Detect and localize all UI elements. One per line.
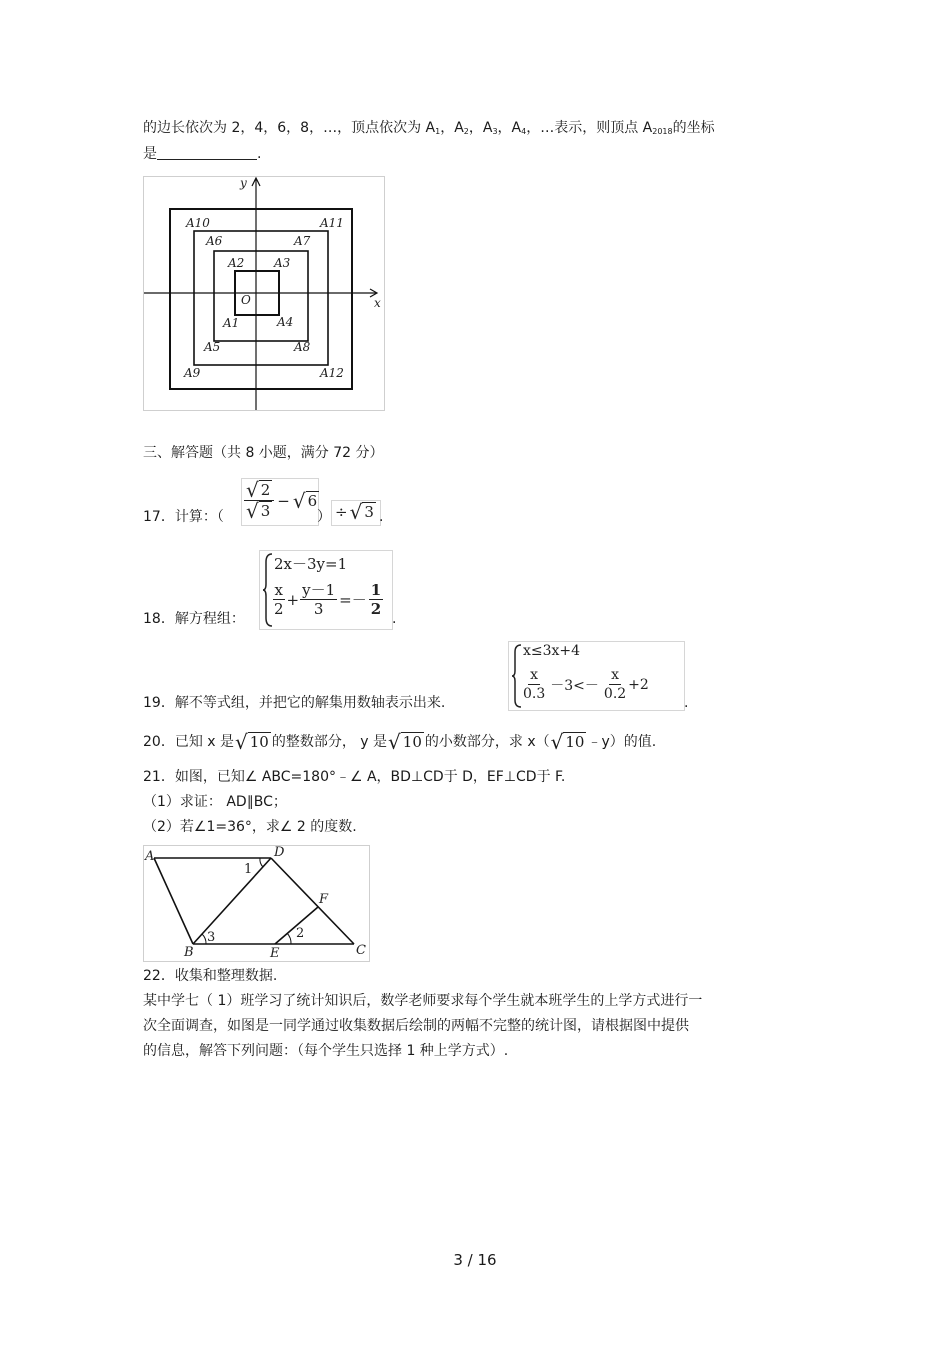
point-f-label: F [319, 892, 329, 907]
y-axis-label: y [240, 177, 247, 190]
label-a2: A2 [228, 256, 245, 270]
q17-fraction [244, 480, 274, 521]
angle-2-arc [287, 933, 291, 944]
origin-label: O [241, 293, 251, 307]
q20-line [143, 732, 656, 752]
point-e-label: E [270, 946, 280, 961]
angle-3-arc [202, 934, 206, 944]
q16-line1 [143, 118, 715, 142]
q16-line2 [143, 144, 261, 164]
point-c-label: C [356, 943, 366, 958]
q17-expr [244, 480, 319, 521]
sub: 3 [492, 127, 498, 136]
q18-system-box [259, 550, 393, 630]
q18-rhs-pre: =－ [339, 591, 367, 609]
square-4 [170, 209, 352, 389]
q16-text-post: ，…表示，则顶点 A [526, 120, 653, 136]
q17-denominator: √ 3 [246, 499, 271, 523]
q19-end: . [684, 695, 689, 711]
segment-bd [193, 858, 271, 944]
q18-end: . [392, 611, 397, 627]
label-a4: A4 [277, 315, 294, 329]
label-a3: A3 [274, 256, 291, 270]
q21-line-2: （1）求证： AD∥BC； [143, 794, 287, 810]
q18-label: 18．解方程组： [143, 611, 245, 627]
q20-sqrt-1: √ 10 [235, 730, 269, 754]
q22-line-3: 次全面调查，如图是一同学通过收集数据后绘制的两幅不完整的统计图，请根据图中提供 [143, 1018, 689, 1034]
q16-line2-pre: 是 [143, 146, 157, 162]
point-d-label: D [274, 846, 285, 860]
q19-f2-den: 0.2 [603, 686, 627, 702]
minus-sign: − [277, 491, 290, 510]
q19-frac-2 [602, 666, 628, 703]
q17-expr-box [241, 478, 319, 526]
q21-line-1: 21．如图，已知∠ ABC=180°﹣∠ A，BD⊥CD于 D，EF⊥CD于 F. [143, 769, 566, 785]
label-a8: A8 [294, 340, 311, 354]
x-axis-label: x [374, 296, 381, 310]
point-b-label: B [184, 945, 194, 960]
q20-part-1: 20．已知 x 是 [143, 734, 234, 750]
label-a9: A9 [184, 366, 201, 380]
q20-part-2: 的整数部分， y 是 [271, 734, 388, 750]
q16-line2-post: . [257, 146, 262, 162]
squares-svg [144, 177, 384, 410]
sep: ，A [497, 120, 522, 136]
q19-inequality-2 [521, 666, 649, 703]
label-a12: A12 [320, 366, 344, 380]
angle-2-label: 2 [296, 926, 305, 941]
q18-rhs-den: 2 [370, 600, 382, 618]
q20-part-4: ﹣y）的值. [587, 734, 657, 750]
q17-sqrt3: 3 [260, 502, 271, 520]
q17-numerator: √ 2 [244, 480, 274, 501]
q17-end: . [379, 509, 384, 525]
squares-figure [143, 176, 385, 411]
q19-f2-num: x [611, 667, 619, 683]
geometry-figure [143, 845, 370, 962]
label-a10: A10 [186, 216, 210, 230]
q20-rad-2: 10 [402, 733, 422, 751]
q22-line-4: 的信息，解答下列问题：（每个学生只选择 1 种上学方式）. [143, 1043, 509, 1059]
q17-label: 17．计算：（ [143, 509, 224, 525]
q17-divisor-box [331, 500, 384, 526]
section-heading: 三、解答题（共 8 小题，满分 72 分） [143, 445, 384, 461]
q21-line-3: （2）若∠1=36°，求∠ 2 的度数. [143, 819, 357, 835]
angle-1-label: 1 [244, 862, 253, 877]
q18-frac-2 [300, 581, 337, 618]
sub: 1 [435, 127, 441, 136]
q18-frac-rhs [369, 581, 383, 618]
q19-frac-1 [521, 666, 547, 703]
q18-f1-den: 2 [274, 600, 284, 618]
q18-rhs-num: 1 [370, 581, 382, 599]
q19-f1-num: x [530, 667, 539, 683]
q19-system-box [508, 641, 685, 711]
angle-3-label: 3 [207, 930, 216, 945]
sub: 2 [463, 127, 469, 136]
sep: ，A [468, 120, 493, 136]
q17-div-sqrt: 3 [364, 503, 374, 521]
q22-line-2: 某中学七（ 1）班学习了统计知识后，数学老师要求每个学生就本班学生的上学方式进行一 [143, 993, 703, 1009]
label-a6: A6 [206, 234, 223, 248]
q18-f2-num: y－1 [302, 581, 336, 599]
q18-frac-1 [272, 581, 286, 618]
q20-rad-1: 10 [249, 733, 269, 751]
q19-inequality-1: x≤3x+4 [523, 643, 581, 659]
q20-rad-3: 10 [565, 733, 585, 751]
page-number: 3 / 16 [453, 1251, 497, 1269]
q19-middle: －3<－ [550, 677, 599, 694]
q22-line-1: 22．收集和整理数据. [143, 968, 278, 984]
q16-text-end: 的坐标 [672, 120, 715, 136]
segment-ab [154, 858, 193, 944]
q20-part-3: 的小数部分，求 x（ [424, 734, 550, 750]
answer-blank[interactable] [157, 145, 257, 160]
q17-divisor [335, 502, 376, 522]
q20-sqrt-2: √ 10 [388, 730, 422, 754]
plus-sign: + [286, 590, 300, 609]
q19-f1-den: 0.3 [523, 686, 546, 702]
q17-sqrt2: 2 [260, 481, 271, 499]
label-a5: A5 [204, 340, 221, 354]
point-a-label: A [145, 849, 155, 864]
q16-text: 的边长依次为 2，4，6，8，…，顶点依次为 A [143, 120, 436, 136]
q18-f1-num: x [274, 581, 283, 599]
label-a7: A7 [294, 234, 311, 248]
label-a11: A11 [320, 216, 344, 230]
q17-sqrt6-wrap: √ 6 [292, 488, 318, 513]
divide-sign: ÷ [335, 503, 348, 521]
q17-div-sqrt-wrap: √ 3 [349, 500, 374, 524]
segment-dc [271, 858, 354, 944]
q19-label: 19．解不等式组，并把它的解集用数轴表示出来. [143, 695, 446, 711]
q20-sqrt-3: √ 10 [550, 730, 585, 754]
q17-sqrt6: 6 [307, 491, 318, 510]
angle-1-arc [260, 858, 263, 867]
sep: ，A [440, 120, 464, 136]
q19-tail: +2 [628, 676, 649, 693]
q17-close: ） [317, 509, 331, 525]
label-a1: A1 [223, 316, 240, 330]
sub: 2018 [652, 127, 673, 136]
q18-equation-1: 2x－3y=1 [274, 555, 348, 573]
q18-equation-2 [272, 581, 383, 618]
geometry-svg [144, 846, 369, 961]
q18-f2-den: 3 [313, 600, 324, 618]
sub: 4 [521, 127, 527, 136]
